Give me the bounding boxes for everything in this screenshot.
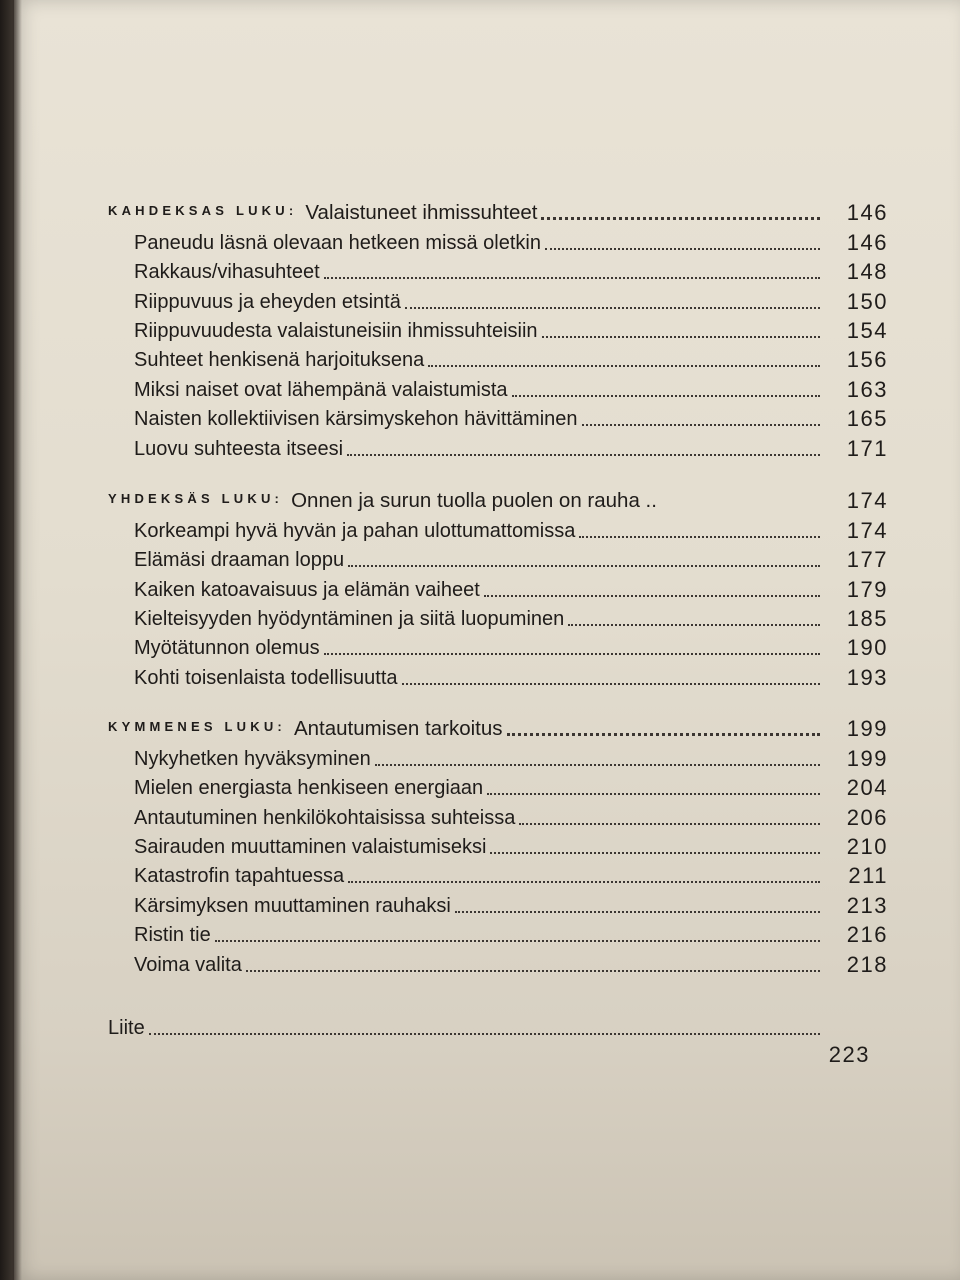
- chapter-title: Antautumisen tarkoitus: [293, 717, 503, 741]
- dot-leader: [149, 1033, 820, 1035]
- page-number: 154: [846, 317, 888, 343]
- chapter-heading-row: [108, 484, 888, 513]
- page-number: 223: [828, 1042, 870, 1067]
- dot-leader: [568, 624, 820, 626]
- toc-entry: [108, 431, 888, 460]
- page-number: 204: [846, 775, 888, 801]
- chapter-8-section: [108, 196, 888, 461]
- dot-leader: [246, 970, 820, 972]
- dot-leader: [507, 733, 821, 736]
- appendix-section: [108, 1010, 888, 1068]
- chapter-label: KYMMENES LUKU:: [108, 719, 286, 735]
- dot-leader: [402, 683, 821, 685]
- entry-title: Mielen energiasta henkiseen energiaan: [134, 777, 484, 800]
- page-number: 199: [846, 716, 888, 742]
- toc-entry: [108, 343, 888, 372]
- entry-title: Voima valita: [134, 953, 242, 976]
- toc-entry: [108, 402, 888, 431]
- entry-title: Korkeampi hyvä hyvän ja pahan ulottumattomissa: [134, 519, 576, 542]
- appendix-page-row: [108, 1042, 888, 1068]
- dot-leader: [545, 248, 820, 250]
- dot-leader: [542, 336, 820, 338]
- toc-entry: [108, 543, 888, 572]
- page-number: 206: [846, 804, 888, 830]
- toc-entry: [108, 314, 888, 343]
- entry-title: Riippuvuudesta valaistuneisiin ihmissuhteisiin: [134, 319, 538, 342]
- dot-leader: [541, 217, 820, 220]
- dot-leader: [347, 454, 820, 456]
- chapter-heading-row: [108, 196, 888, 225]
- chapter-label: YHDEKSÄS LUKU:: [108, 491, 284, 507]
- dot-leader: [579, 536, 820, 538]
- dot-leader: [455, 911, 820, 913]
- dot-leader: [375, 764, 820, 766]
- page-number: 190: [846, 635, 888, 661]
- toc-entry: [108, 830, 888, 859]
- toc-entry: [108, 255, 888, 284]
- page-number: 163: [846, 376, 888, 402]
- appendix-title: Liite: [108, 1017, 145, 1039]
- entry-title: Sairauden muuttaminen valaistumiseksi: [134, 835, 487, 858]
- page-number: 148: [846, 259, 888, 285]
- toc-entry: [108, 771, 888, 800]
- page-number: 165: [846, 406, 888, 432]
- chapter-label: KAHDEKSAS LUKU:: [108, 203, 298, 219]
- page-number: 177: [846, 547, 888, 573]
- dot-leader: [324, 277, 820, 279]
- entry-title: Ristin tie: [134, 924, 211, 947]
- page-number: 174: [846, 517, 888, 543]
- page-number: 199: [846, 745, 888, 771]
- appendix-page-pad: [870, 1042, 888, 1068]
- page-number: 218: [846, 951, 888, 977]
- entry-title: Luovu suhteesta itseesi: [134, 437, 344, 460]
- toc-entry: [108, 631, 888, 660]
- toc-entry: [108, 947, 888, 976]
- toc-entry: [108, 225, 888, 254]
- entry-title: Antautuminen henkilökohtaisissa suhteissa: [134, 806, 516, 829]
- toc-entry: [108, 572, 888, 601]
- page-number: 174: [846, 488, 888, 514]
- toc-entry: [108, 918, 888, 947]
- dot-leader: [490, 852, 820, 854]
- page-number: 146: [846, 200, 888, 226]
- dot-leader: [582, 424, 820, 426]
- dot-leader: [428, 365, 820, 367]
- toc-entry: [108, 888, 888, 917]
- dot-leader: [348, 881, 820, 883]
- entry-title: Kaiken katoavaisuus ja elämän vaiheet: [134, 578, 480, 601]
- chapter-9-section: [108, 484, 888, 690]
- page-number: 185: [846, 605, 888, 631]
- page-number: 210: [846, 833, 888, 859]
- chapter-title: Valaistuneet ihmissuhteet: [305, 201, 538, 225]
- entry-title: Elämäsi draaman loppu: [134, 549, 345, 572]
- dot-leader: [519, 823, 820, 825]
- chapter-title: Onnen ja surun tuolla puolen on rauha ..: [291, 489, 657, 513]
- chapter-heading-row: [108, 712, 888, 741]
- dot-leader: [512, 395, 820, 397]
- page-number: 216: [846, 922, 888, 948]
- dot-leader: [324, 653, 820, 655]
- entry-title: Naisten kollektiivisen kärsimyskehon hävittäminen: [134, 408, 578, 431]
- chapter-10-section: [108, 712, 888, 977]
- toc-entry: [108, 859, 888, 888]
- page-number: 171: [846, 435, 888, 461]
- entry-title: Suhteet henkisenä harjoituksena: [134, 349, 425, 372]
- page-number: 156: [846, 347, 888, 373]
- page-number: 193: [846, 664, 888, 690]
- dot-leader: [484, 595, 820, 597]
- toc-entry: [108, 602, 888, 631]
- entry-title: Miksi naiset ovat lähempänä valaistumista: [134, 378, 508, 401]
- page-number: 211: [848, 863, 888, 889]
- entry-title: Kielteisyyden hyödyntäminen ja siitä luopuminen: [134, 607, 565, 630]
- entry-title: Kohti toisenlaista todellisuutta: [134, 666, 398, 689]
- toc-entry: [108, 660, 888, 689]
- page-number: 150: [846, 288, 888, 314]
- page-number: 213: [846, 892, 888, 918]
- appendix-row: [108, 1010, 888, 1040]
- entry-title: Riippuvuus ja eheyden etsintä: [134, 290, 401, 313]
- entry-title: Katastrofin tapahtuessa: [134, 865, 345, 888]
- entry-title: Paneudu läsnä olevaan hetkeen missä oletkin: [134, 231, 541, 254]
- page-number: 146: [846, 229, 888, 255]
- toc-entry: [108, 741, 888, 770]
- entry-title: Nykyhetken hyväksyminen: [134, 747, 371, 770]
- dot-leader: [215, 940, 820, 942]
- toc-entry: [108, 800, 888, 829]
- entry-title: Kärsimyksen muuttaminen rauhaksi: [134, 894, 451, 917]
- dot-leader: [405, 307, 820, 309]
- entry-title: Myötätunnon olemus: [134, 637, 320, 660]
- dot-leader: [348, 565, 820, 567]
- entry-title: Rakkaus/vihasuhteet: [134, 261, 320, 284]
- toc-entry: [108, 284, 888, 313]
- toc-entry: [108, 513, 888, 542]
- toc-entry: [108, 372, 888, 401]
- dot-leader: [487, 793, 820, 795]
- page-number: 179: [846, 576, 888, 602]
